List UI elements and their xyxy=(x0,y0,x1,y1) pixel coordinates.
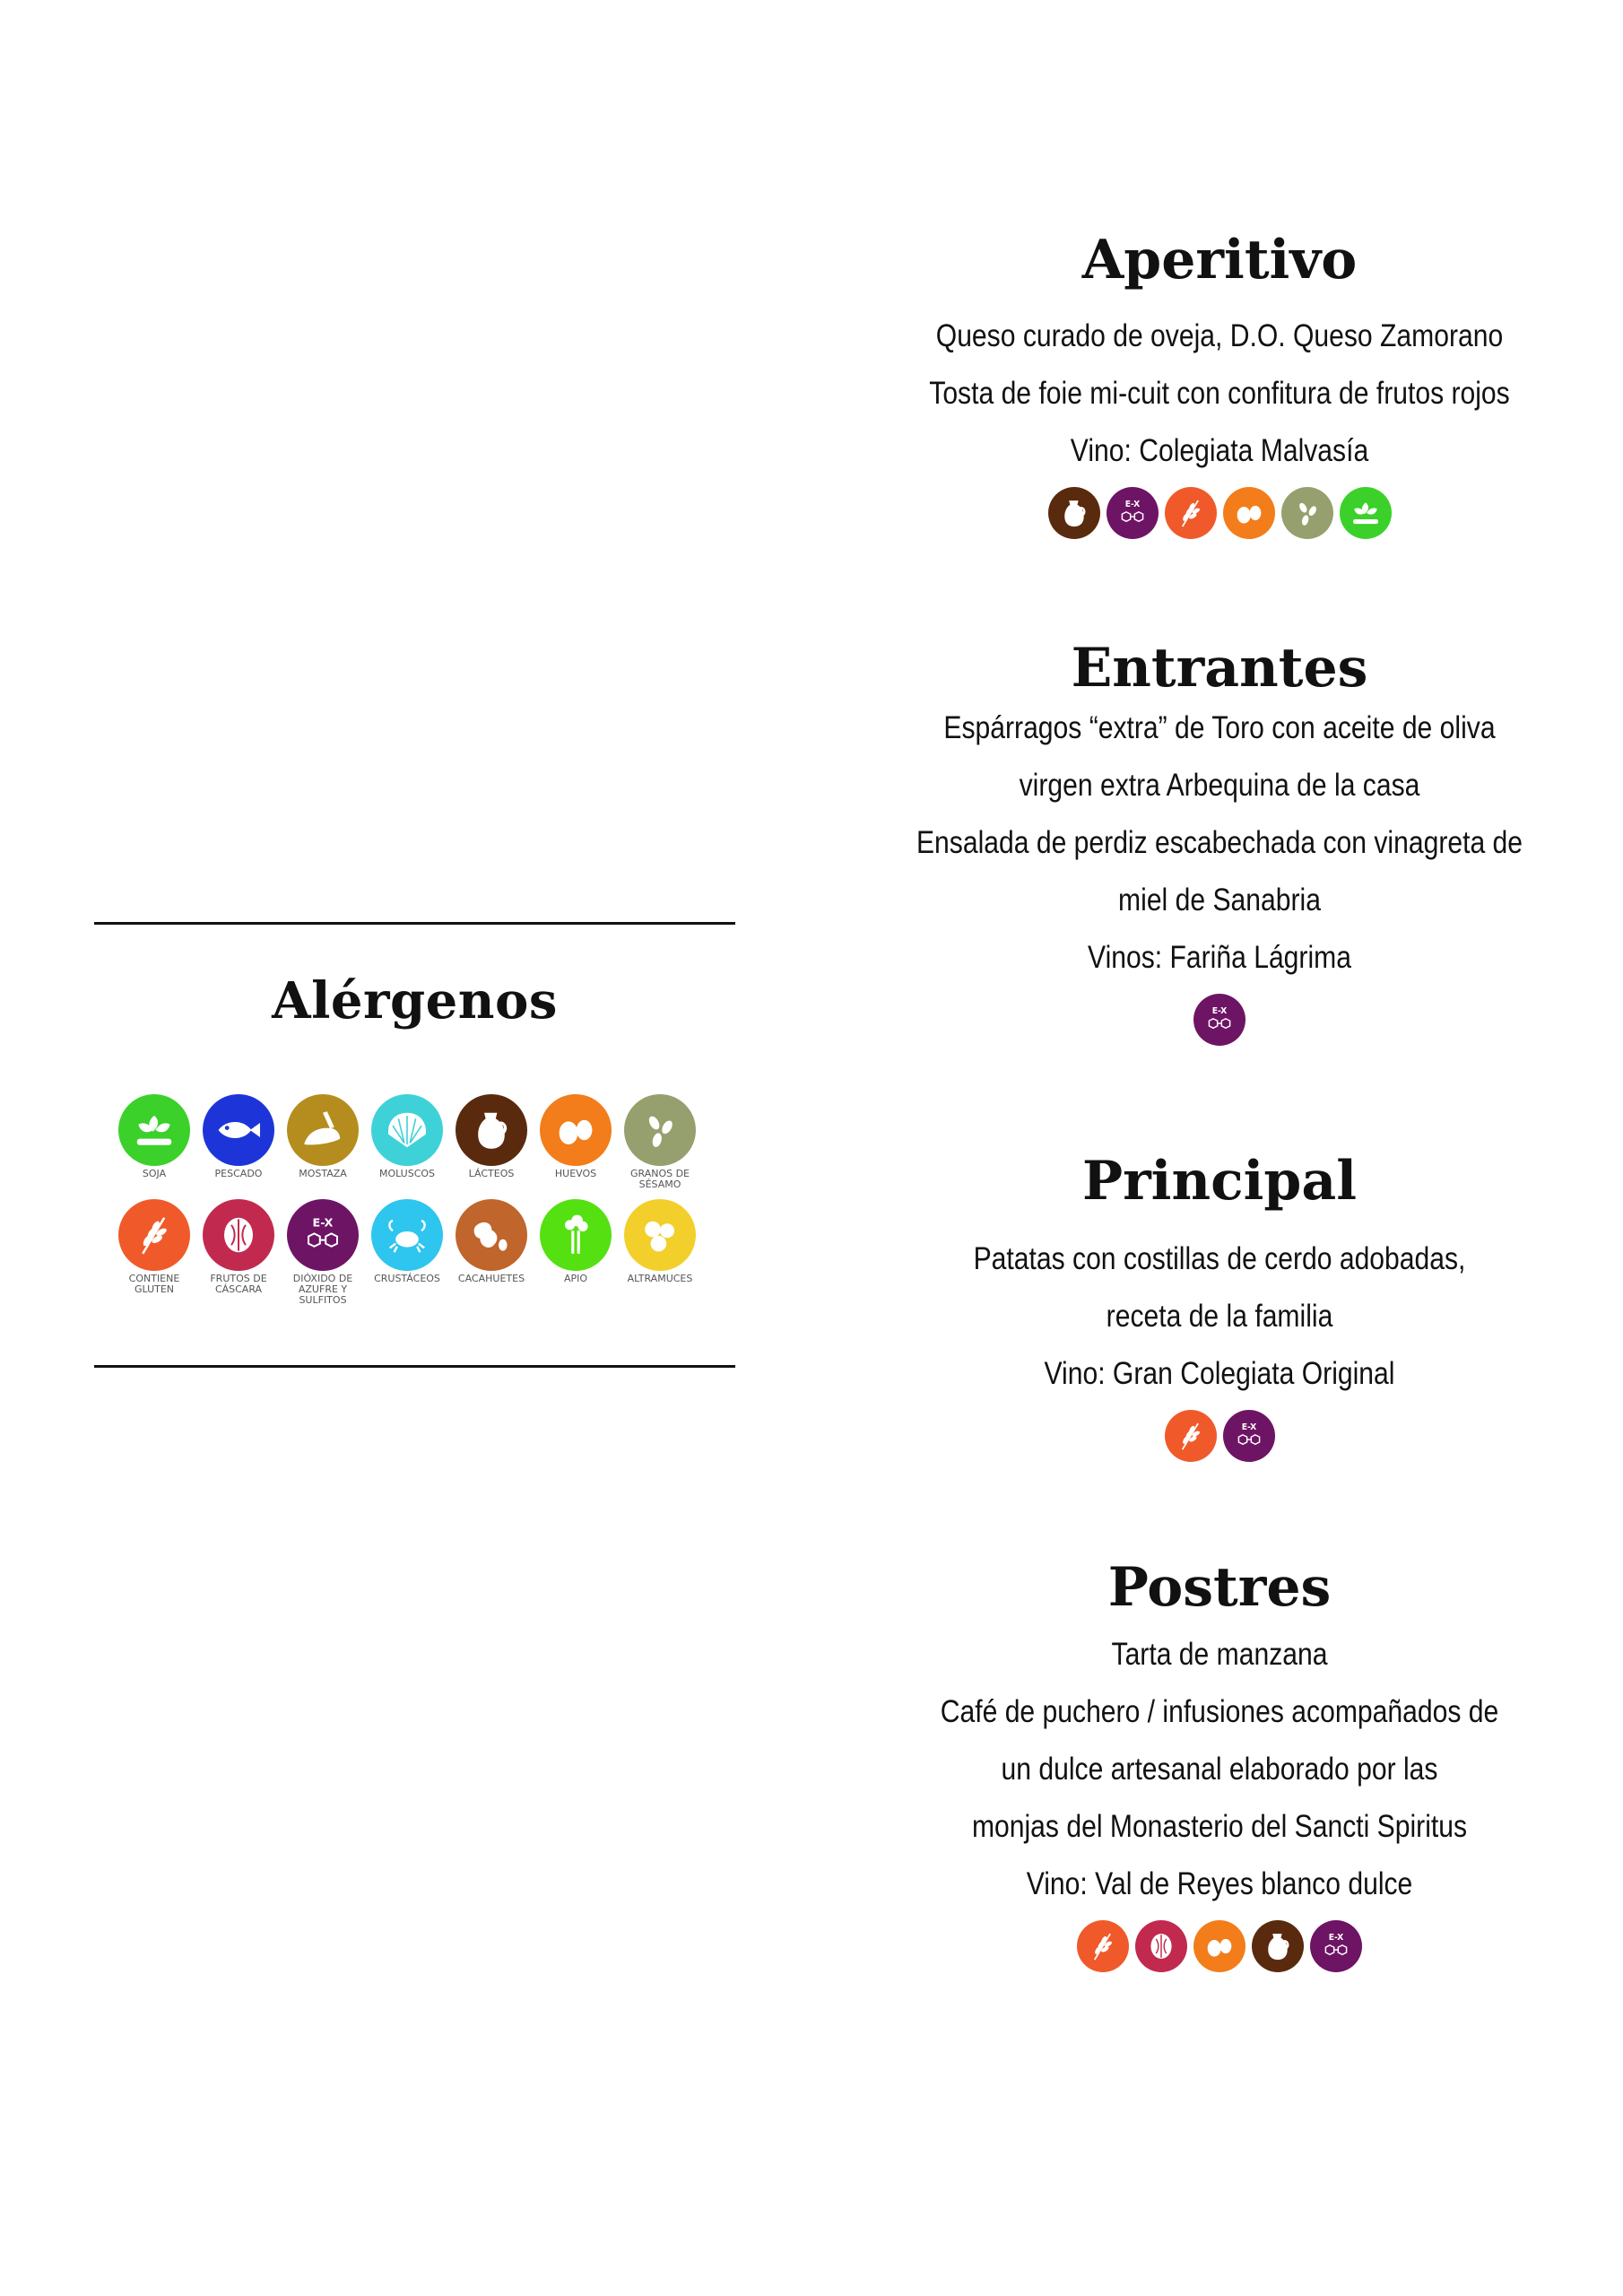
soy-icon xyxy=(1340,487,1392,539)
allergen-icons xyxy=(861,1920,1578,1972)
menu-line: Vino: Gran Colegiata Original xyxy=(1044,1356,1395,1391)
section-title: Aperitivo xyxy=(1081,229,1358,291)
section-title: Entrantes xyxy=(1071,637,1368,700)
allergen-legend-row xyxy=(112,1094,722,1190)
shell-icon xyxy=(371,1094,443,1166)
sulphite-icon xyxy=(1107,487,1159,539)
allergen-icons xyxy=(861,487,1578,539)
allergen-icons xyxy=(861,994,1578,1046)
menu-line: Vino: Colegiata Malvasía xyxy=(1070,433,1369,468)
allergen-legend-panel xyxy=(94,922,735,1370)
allergen-legend-item-crustaceos xyxy=(365,1199,449,1306)
eggs-icon xyxy=(1193,1920,1245,1972)
walnut-icon xyxy=(1135,1920,1187,1972)
allergen-legend-item-altramuces xyxy=(618,1199,702,1306)
section-entrantes xyxy=(861,637,1578,1046)
allergen-label: DIÓXIDO DE AZUFRE Y SULFITOS xyxy=(292,1273,353,1306)
menu-line: Patatas con costillas de cerdo adobadas, xyxy=(973,1241,1466,1276)
allergen-legend-row xyxy=(112,1199,722,1306)
menu-line: receta de la familia xyxy=(1106,1299,1333,1334)
menu-line: Vino: Val de Reyes blanco dulce xyxy=(1026,1866,1413,1901)
menu-line: virgen extra Arbequina de la casa xyxy=(1019,768,1420,803)
menu-line: un dulce artesanal elaborado por las xyxy=(1001,1752,1438,1787)
menu-line: Tarta de manzana xyxy=(1111,1637,1328,1672)
allergen-legend-item-pescado xyxy=(196,1094,281,1190)
allergen-label: ALTRAMUCES xyxy=(627,1273,693,1284)
allergen-label: PESCADO xyxy=(214,1168,263,1179)
sesame-icon xyxy=(1281,487,1333,539)
allergen-label: MOSTAZA xyxy=(299,1168,347,1179)
allergen-legend-item-moluscos xyxy=(365,1094,449,1190)
eggs-icon xyxy=(540,1094,612,1166)
menu-line: Ensalada de perdiz escabechada con vinagreta de xyxy=(916,825,1523,860)
allergen-label: CONTIENE GLUTEN xyxy=(128,1273,180,1295)
allergen-legend-item-cacahuetes xyxy=(449,1199,534,1306)
section-title: Principal xyxy=(1081,1150,1358,1213)
allergen-label: CACAHUETES xyxy=(457,1273,525,1284)
lupin-icon xyxy=(624,1199,696,1271)
allergen-legend-item-huevos xyxy=(534,1094,618,1190)
section-principal xyxy=(861,1150,1578,1462)
allergen-label: APIO xyxy=(563,1273,588,1284)
allergen-legend-grid xyxy=(112,1094,722,1306)
section-aperitivo xyxy=(861,229,1578,539)
sulphite-icon xyxy=(287,1199,359,1271)
allergen-icons xyxy=(861,1410,1578,1462)
mustard-icon xyxy=(287,1094,359,1166)
allergen-legend-item-lacteos xyxy=(449,1094,534,1190)
crab-icon xyxy=(371,1199,443,1271)
soy-icon xyxy=(118,1094,190,1166)
svg-text:E-X: E-X xyxy=(1241,1422,1256,1433)
allergen-legend-item-sulfitos xyxy=(281,1199,365,1306)
allergen-legend-title: Alérgenos xyxy=(272,971,558,1031)
sulphite-icon xyxy=(1193,994,1245,1046)
svg-text:E-X: E-X xyxy=(1328,1933,1344,1944)
allergen-legend-item-apio xyxy=(534,1199,618,1306)
sesame-icon xyxy=(624,1094,696,1166)
menu-line: Queso curado de oveja, D.O. Queso Zamorano xyxy=(935,318,1504,353)
celery-icon xyxy=(540,1199,612,1271)
sulphite-icon xyxy=(1223,1410,1275,1462)
menu-line: Espárragos “extra” de Toro con aceite de oliva xyxy=(943,710,1496,745)
milk-jug-icon xyxy=(1048,487,1100,539)
wheat-icon xyxy=(1165,1410,1217,1462)
milk-jug-icon xyxy=(456,1094,527,1166)
bottom-divider xyxy=(94,1365,735,1368)
menu-line: miel de Sanabria xyxy=(1118,883,1321,918)
eggs-icon xyxy=(1223,487,1275,539)
wheat-icon xyxy=(1165,487,1217,539)
walnut-icon xyxy=(203,1199,274,1271)
menu-line: Café de puchero / infusiones acompañados de xyxy=(940,1694,1499,1729)
section-title: Postres xyxy=(1107,1556,1332,1619)
wheat-icon xyxy=(1077,1920,1129,1972)
menu-line: Vinos: Fariña Lágrima xyxy=(1088,940,1351,975)
allergen-label: FRUTOS DE CÁSCARA xyxy=(210,1273,267,1295)
allergen-label: SOJA xyxy=(142,1168,167,1179)
allergen-label: LÁCTEOS xyxy=(468,1168,515,1179)
wheat-icon xyxy=(118,1199,190,1271)
top-divider xyxy=(94,922,735,925)
allergen-label: GRANOS DE SÉSAMO xyxy=(629,1168,690,1190)
peanut-icon xyxy=(456,1199,527,1271)
allergen-label: HUEVOS xyxy=(554,1168,597,1179)
fish-icon xyxy=(203,1094,274,1166)
svg-text:E-X: E-X xyxy=(1124,500,1140,510)
svg-text:E-X: E-X xyxy=(312,1216,334,1231)
allergen-label: MOLUSCOS xyxy=(378,1168,436,1179)
allergen-legend-item-sesamo xyxy=(618,1094,702,1190)
allergen-legend-item-gluten xyxy=(112,1199,196,1306)
allergen-legend-item-mostaza xyxy=(281,1094,365,1190)
allergen-label: CRUSTÁCEOS xyxy=(374,1273,440,1284)
section-postres xyxy=(861,1556,1578,1972)
allergen-legend-item-frutos xyxy=(196,1199,281,1306)
menu-line: Tosta de foie mi-cuit con confitura de frutos rojos xyxy=(929,376,1510,411)
milk-jug-icon xyxy=(1252,1920,1304,1972)
menu-line: monjas del Monasterio del Sancti Spiritus xyxy=(971,1809,1468,1844)
sulphite-icon xyxy=(1310,1920,1362,1972)
svg-text:E-X: E-X xyxy=(1211,1006,1228,1017)
allergen-legend-item-soja xyxy=(112,1094,196,1190)
